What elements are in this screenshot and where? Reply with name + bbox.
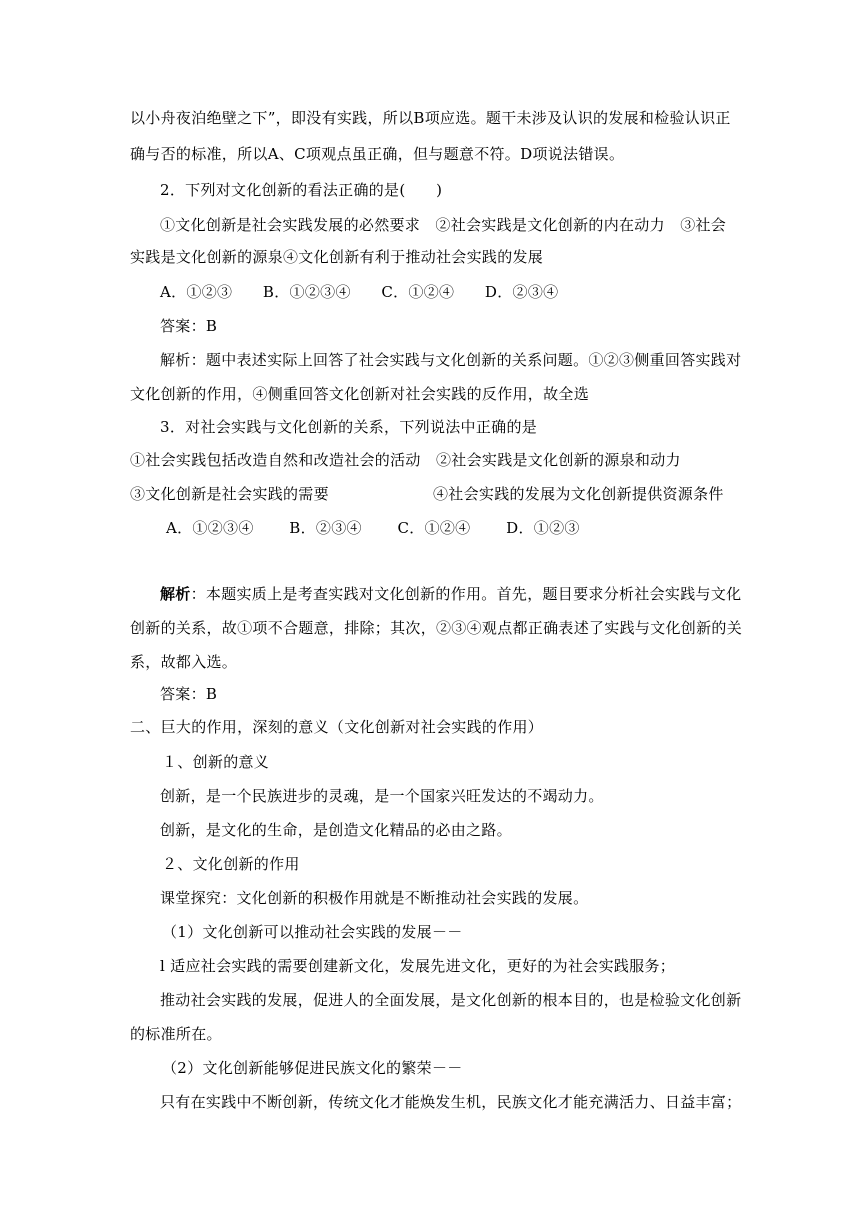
text-line: ①文化创新是社会实践发展的必然要求 ②社会实践是文化创新的内在动力 ③社会 <box>160 216 727 234</box>
subheading: １、创新的意义 <box>162 753 270 771</box>
answer-options: A．①②③④ B．②③④ C．①②④ D．①②③ <box>166 519 580 537</box>
subheading: （1）文化创新可以推动社会实践的发展－－ <box>162 923 463 941</box>
question-3: 3．对社会实践与文化创新的关系，下列说法中正确的是 <box>160 418 538 436</box>
answer-line: 答案：B <box>160 317 218 335</box>
explanation-line <box>160 577 860 611</box>
text-line: 文化创新的作用，④侧重回答文化创新对社会实践的反作用，故全选 <box>130 385 590 403</box>
text-line: 课堂探究：文化创新的积极作用就是不断推动社会实践的发展。 <box>160 889 589 907</box>
question-2: 2．下列对文化创新的看法正确的是( ) <box>160 181 443 199</box>
section-heading: 二、巨大的作用，深刻的意义（文化创新对社会实践的作用） <box>130 718 544 736</box>
text-line: 创新的关系，故①项不合题意，排除；其次，②③④观点都正确表述了实践与文化创新的关 <box>130 619 743 637</box>
text-line: 创新，是一个民族进步的灵魂，是一个国家兴旺发达的不竭动力。 <box>160 787 604 805</box>
text-line: 以小舟夜泊绝壁之下”，即没有实践，所以B项应选。题干未涉及认识的发展和检验认识正 <box>130 109 731 127</box>
text-line: 只有在实践中不断创新，传统文化才能焕发生机，民族文化才能充满活力、日益丰富； <box>160 1093 742 1111</box>
subheading: ２、文化创新的作用 <box>162 855 300 873</box>
text-line: 的标准所在。 <box>130 1025 222 1043</box>
text-line: ①社会实践包括改造自然和改造社会的活动 ②社会实践是文化创新的源泉和动力 <box>130 451 681 469</box>
text-line: ④社会实践的发展为文化创新提供资源条件 <box>433 485 724 503</box>
text-line: 系，故都入选。 <box>130 653 238 671</box>
text-line: 推动社会实践的发展，促进人的全面发展，是文化创新的根本目的，也是检验文化创新 <box>160 991 742 1009</box>
text-line: 实践是文化创新的源泉④文化创新有利于推动社会实践的发展 <box>130 248 544 266</box>
text-line: 创新，是文化的生命，是创造文化精品的必由之路。 <box>160 821 512 839</box>
text-line: 确与否的标准，所以A、C项观点虽正确，但与题意不符。D项说法错误。 <box>130 145 625 163</box>
subheading: （2）文化创新能够促进民族文化的繁荣－－ <box>162 1059 463 1077</box>
text-line: ③文化创新是社会实践的需要 <box>130 485 329 503</box>
text-line: l 适应社会实践的需要创建新文化，发展先进文化，更好的为社会实践服务； <box>160 957 676 975</box>
answer-line: 答案：B <box>160 685 218 703</box>
explanation-line: 解析：题中表述实际上回答了社会实践与文化创新的关系问题。①②③侧重回答实践对 <box>160 351 742 369</box>
explanation-text: ：本题实质上是考查实践对文化创新的作用。首先，题目要求分析社会实践与文化 <box>190 585 742 603</box>
explanation-label: 解析 <box>160 585 191 603</box>
answer-options: A．①②③ B．①②③④ C．①②④ D．②③④ <box>160 283 559 301</box>
